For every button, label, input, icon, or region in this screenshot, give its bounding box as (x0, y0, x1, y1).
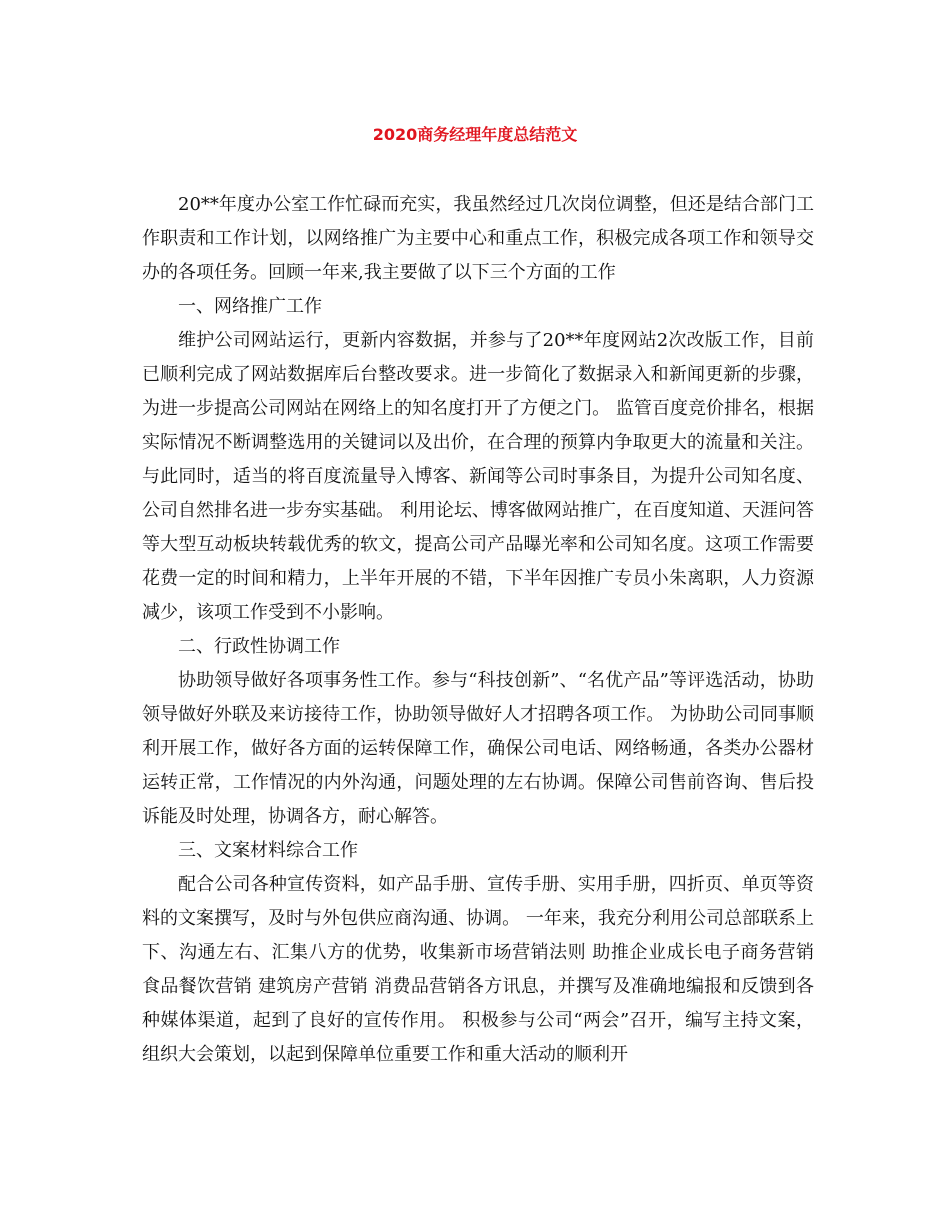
copywriting-paragraph: 配合公司各种宣传资料，如产品手册、宣传手册、实用手册，四折页、单页等资料的文案撰写，及时与外包供应商沟通、协调。 一年来，我充分利用公司总部联系上下、沟通左右、汇集八方的优势，收集新市场营销法则 助推企业成长电子商务营销 食品餐饮营销 建筑房产营销 消费品营销各方讯息，并撰写及准确地编报和反馈到各种媒体渠道，起到了良好的宣传作用。 积极参与公司“两会”召开，编写主持文案，组织大会策划，以起到保障单位重要工作和重大活动的顺利开 (142, 874, 814, 1065)
network-promotion-paragraph: 维护公司网站运行，更新内容数据，并参与了20**年度网站2次改版工作，目前已顺利完成了网站数据库后台整改要求。进一步简化了数据录入和新闻更新的步骤，为进一步提高公司网站在网络上的知名度打开了方便之门。 监管百度竞价排名，根据实际情况不断调整选用的关键词以及出价，在合理的预算内争取更大的流量和关注。与此同时，适当的将百度流量导入博客、新闻等公司时事条目，为提升公司知名度、公司自然排名进一步夯实基础。 利用论坛、博客做网站推广，在百度知道、天涯问答等大型互动板块转载优秀的软文，提高公司产品曝光率和公司知名度。这项工作需要花费一定的时间和精力，上半年开展的不错，下半年因推广专员小朱离职，人力资源减少，该项工作受到不小影响。 (142, 330, 814, 623)
administrative-coordination-paragraph: 协助领导做好各项事务性工作。参与“科技创新”、“名优产品”等评选活动，协助领导做好外联及来访接待工作，协助领导做好人才招聘各项工作。 为协助公司同事顺利开展工作，做好各方面的运转保障工作，确保公司电话、网络畅通，各类办公器材运转正常，工作情况的内外沟通，问题处理的左右协调。保障公司售前咨询、售后投诉能及时处理，协调各方，耐心解答。 (142, 670, 814, 827)
section-heading-network-promotion: 一、网络推广工作 (178, 296, 322, 317)
document-title: 2020商务经理年度总结范文 (372, 125, 578, 144)
document-body (142, 188, 814, 1072)
section-heading-copywriting: 三、文案材料综合工作 (178, 840, 358, 861)
section-heading-administrative-coordination: 二、行政性协调工作 (178, 636, 340, 657)
intro-paragraph: 20**年度办公室工作忙碌而充实，我虽然经过几次岗位调整，但还是结合部门工作职责和工作计划，以网络推广为主要中心和重点工作，积极完成各项工作和领导交办的各项任务。回顾一年来,我主要做了以下三个方面的工作 (142, 194, 814, 283)
